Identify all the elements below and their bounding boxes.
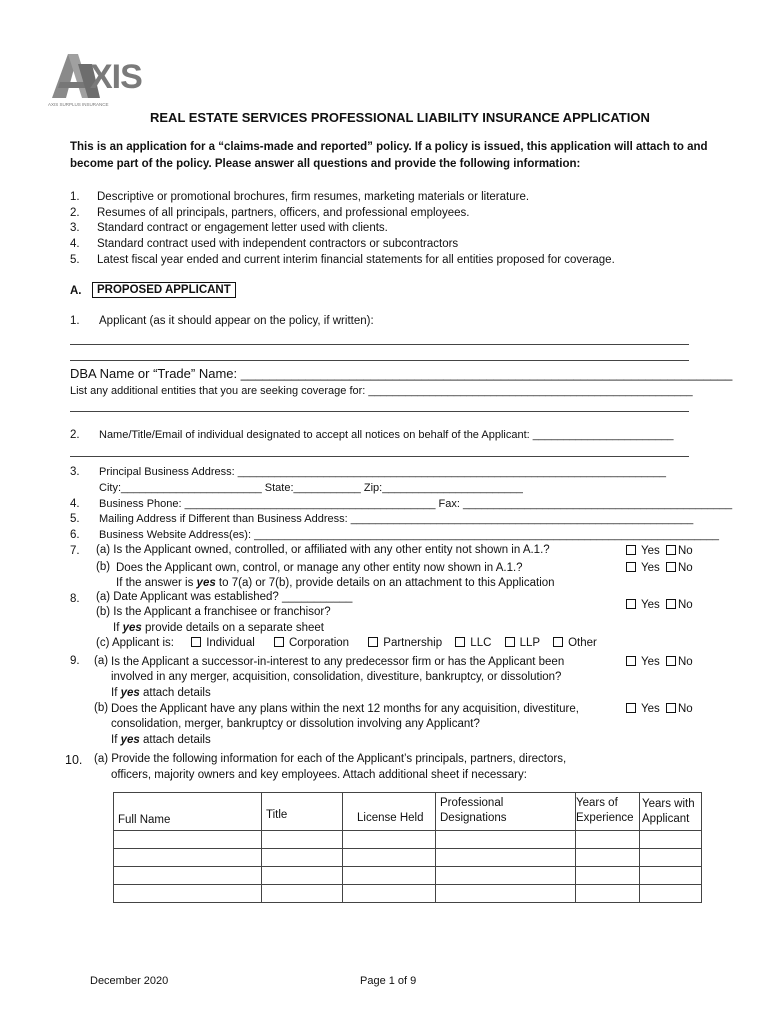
checkbox[interactable] (666, 703, 676, 713)
checkbox[interactable] (191, 637, 201, 647)
list-item-num: 4. (70, 238, 80, 250)
logo-subtext: AXIS SURPLUS INSURANCE (48, 102, 109, 107)
website-field[interactable]: Business Website Address(es): ____________________________________________________________________________ (99, 529, 720, 541)
q9a-text-2: involved in any merger, acquisition, consolidation, divestiture, bankruptcy, or dissolution? (111, 671, 562, 683)
q9b-text-2: consolidation, merger, bankruptcy or dissolution involving any Applicant? (111, 718, 480, 730)
list-item-num: 1. (70, 191, 80, 203)
table-header-row (114, 793, 702, 831)
intro-line-2: become part of the policy. Please answer all questions and provide the following information: (70, 158, 581, 170)
q9-note: If yes attach details (111, 687, 211, 699)
checkbox[interactable] (368, 637, 378, 647)
q6-num: 6. (70, 529, 80, 541)
applicant-name-line[interactable] (70, 360, 689, 361)
q7b-text: Does the Applicant own, control, or manage any other entity now shown in A.1.? (116, 562, 523, 574)
col-header: Years of Experience (576, 793, 640, 831)
option-other[interactable]: Other (553, 637, 597, 649)
col-header: Professional Designations (436, 793, 576, 831)
q2-num: 2. (70, 429, 80, 441)
additional-entities-line[interactable] (70, 411, 689, 412)
q7b-label: (b) (96, 561, 111, 573)
mailing-address-field[interactable]: Mailing Address if Different than Business Address: ________________________________________________________ (99, 513, 694, 525)
phone-fax-field[interactable]: Business Phone: _________________________________________ Fax: ____________________________________________ (99, 498, 733, 510)
q8b-text: (b) Is the Applicant a franchisee or franchisor? (96, 606, 331, 618)
checkbox[interactable] (274, 637, 284, 647)
col-header: Full Name (114, 793, 262, 831)
q10-text-2: officers, majority owners and key employees. Attach additional sheet if necessary: (111, 769, 527, 781)
footer-page: Page 1 of 9 (360, 975, 417, 987)
option-individual[interactable]: Individual (191, 637, 255, 649)
section-letter: A. (70, 285, 82, 297)
intro-line-1: This is an application for a “claims-made and reported” policy. If a policy is issued, this application will attach to and (70, 141, 708, 153)
q1-label: Applicant (as it should appear on the policy, if written): (99, 315, 374, 327)
q7-note: If the answer is yes to 7(a) or 7(b), provide details on an attachment to this Application (116, 577, 555, 589)
q9b-text-1: Does the Applicant have any plans within the next 12 months for any acquisition, divestiture, (111, 703, 579, 715)
checkbox[interactable] (626, 703, 636, 713)
checkbox[interactable] (626, 562, 636, 572)
col-header: License Held (343, 793, 436, 831)
checkbox[interactable] (666, 656, 676, 666)
q1-num: 1. (70, 315, 80, 327)
city-state-zip-field[interactable]: City:_______________________ State:___________ Zip:_______________________ (99, 482, 523, 494)
list-item: Standard contract used with independent contractors or subcontractors (97, 238, 459, 250)
option-llc[interactable]: LLC (455, 637, 491, 649)
yes-no-q8b[interactable]: Yes No (626, 599, 693, 611)
list-item-num: 5. (70, 254, 80, 266)
q10-num: 10. (65, 753, 83, 767)
checkbox[interactable] (666, 599, 676, 609)
checkbox[interactable] (626, 545, 636, 555)
checkbox[interactable] (553, 637, 563, 647)
additional-entities-field[interactable]: List any additional entities that you are seeking coverage for: _____________________________________________________ (70, 385, 693, 397)
applicant-type-row (96, 637, 597, 649)
q9b-label: (b) (94, 702, 109, 714)
q5-num: 5. (70, 513, 80, 525)
notice-contact-field[interactable]: Name/Title/Email of individual designated to accept all notices on behalf of the Applicant: _______________________ (99, 429, 674, 441)
q9a-text-1: Is the Applicant a successor-in-interest to any predecessor firm or has the Applicant been (111, 656, 565, 668)
table-row[interactable] (114, 867, 702, 885)
yes-no-q7a[interactable]: Yes No (626, 545, 693, 557)
dba-field[interactable]: DBA Name or “Trade” Name: ____________________________________________________________________ (70, 366, 733, 381)
footer-date: December 2020 (90, 975, 169, 987)
checkbox[interactable] (626, 656, 636, 666)
col-header: Years with Applicant (640, 793, 702, 831)
list-item: Descriptive or promotional brochures, firm resumes, marketing materials or literature. (97, 191, 530, 203)
notice-contact-line[interactable] (70, 456, 689, 457)
section-heading: PROPOSED APPLICANT (92, 282, 236, 298)
checkbox[interactable] (455, 637, 465, 647)
checkbox[interactable] (505, 637, 515, 647)
table-row[interactable] (114, 831, 702, 849)
logo-text: XIS (90, 58, 142, 96)
option-llp[interactable]: LLP (505, 637, 540, 649)
option-partnership[interactable]: Partnership (368, 637, 442, 649)
principal-address-field[interactable]: Principal Business Address: ______________________________________________________________________ (99, 466, 667, 478)
q9-num: 9. (70, 655, 80, 667)
list-item-num: 2. (70, 207, 80, 219)
q9a-label: (a) (94, 655, 109, 667)
checkbox[interactable] (666, 562, 676, 572)
q4-num: 4. (70, 498, 80, 510)
table-row[interactable] (114, 885, 702, 903)
yes-no-q9a[interactable]: Yes No (626, 656, 693, 668)
list-item: Latest fiscal year ended and current interim financial statements for all entities proposed for coverage. (97, 254, 615, 266)
list-item: Standard contract or engagement letter used with clients. (97, 222, 388, 234)
list-item: Resumes of all principals, partners, officers, and professional employees. (97, 207, 470, 219)
document-title: REAL ESTATE SERVICES PROFESSIONAL LIABILITY INSURANCE APPLICATION (150, 110, 650, 125)
principals-table (113, 792, 702, 903)
list-item-num: 3. (70, 222, 80, 234)
q9b-note: If yes attach details (111, 734, 211, 746)
company-logo (48, 48, 142, 108)
q10-text-1: (a) Provide the following information for each of the Applicant’s principals, partners, directors, (94, 753, 567, 765)
checkbox[interactable] (666, 545, 676, 555)
yes-no-q7b[interactable]: Yes No (626, 562, 693, 574)
table-row[interactable] (114, 849, 702, 867)
col-header: Title (262, 793, 343, 831)
checkbox[interactable] (626, 599, 636, 609)
q8-note: If yes provide details on a separate sheet (113, 622, 324, 634)
q8c-label: (c) Applicant is: (96, 637, 174, 649)
q8a-field[interactable]: (a) Date Applicant was established? ___________ (96, 591, 353, 603)
option-corporation[interactable]: Corporation (274, 637, 349, 649)
applicant-name-line[interactable] (70, 344, 689, 345)
yes-no-q9b[interactable]: Yes No (626, 703, 693, 715)
q3-num: 3. (70, 466, 80, 478)
q7a-text: (a) Is the Applicant owned, controlled, or affiliated with any other entity not shown in A.1.? (96, 544, 550, 556)
q7-num: 7. (70, 545, 80, 557)
q8-num: 8. (70, 593, 80, 605)
